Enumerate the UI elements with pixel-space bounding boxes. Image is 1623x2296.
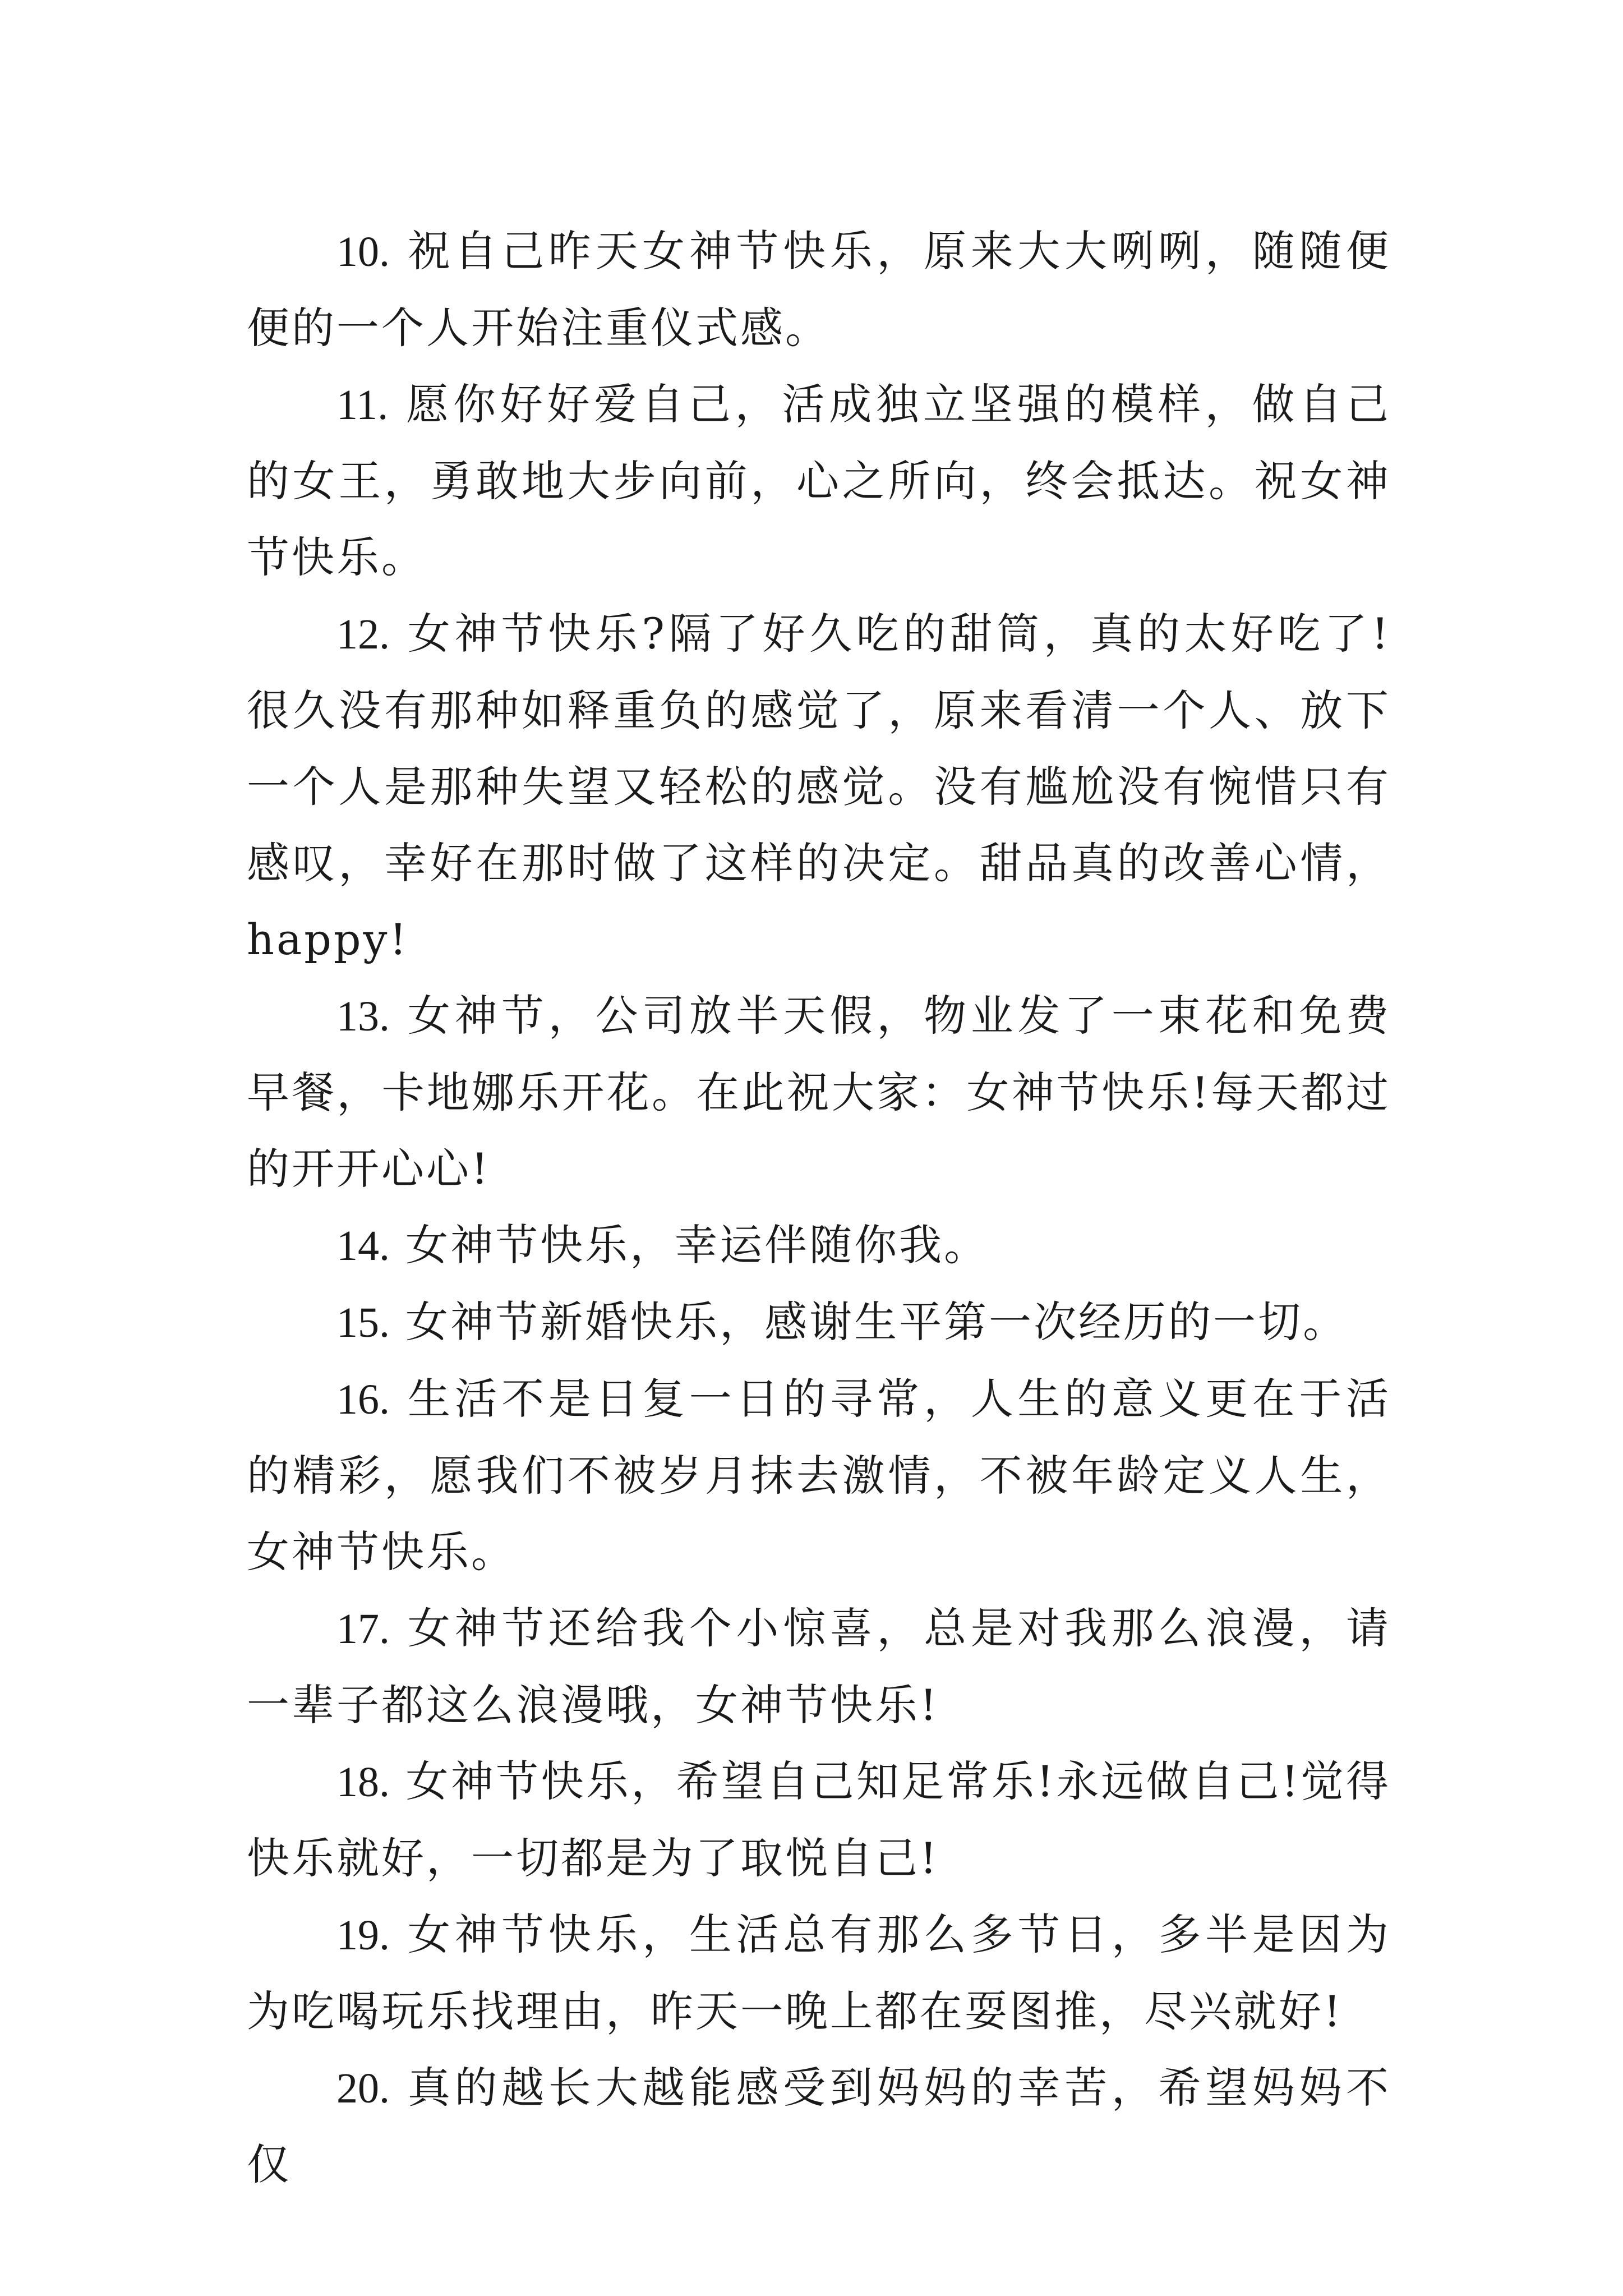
paragraph-number: 14. bbox=[336, 1222, 390, 1269]
paragraph-17 bbox=[247, 1590, 1391, 1743]
paragraph-12 bbox=[247, 596, 1391, 978]
paragraph-number: 13. bbox=[336, 993, 390, 1040]
paragraph-text: 女神节快乐，幸运伴随你我。 bbox=[405, 1220, 989, 1270]
paragraph-16 bbox=[247, 1361, 1391, 1590]
document-body bbox=[247, 213, 1391, 2203]
paragraph-text: 女神节快乐?隔了好久吃的甜筒，真的太好吃了!很久没有那种如释重负的感觉了，原来看清一个人、放下一个人是那种失望又轻松的感觉。没有尴尬没有惋惜只有感叹，幸好在那时做了这样的决定。甜品真的改善心情，happy! bbox=[247, 609, 1391, 964]
paragraph-text: 女神节，公司放半天假，物业发了一束花和免费早餐，卡地娜乐开花。在此祝大家：女神节快乐!每天都过的开开心心! bbox=[247, 991, 1391, 1194]
paragraph-19 bbox=[247, 1897, 1391, 2050]
paragraph-number: 11. bbox=[336, 381, 389, 429]
paragraph-text: 愿你好好爱自己，活成独立坚强的模样，做自己的女王，勇敢地大步向前，心之所向，终会抵达。祝女神节快乐。 bbox=[247, 379, 1391, 582]
paragraph-number: 12. bbox=[336, 611, 390, 658]
paragraph-number: 18. bbox=[336, 1759, 390, 1806]
paragraph-14 bbox=[247, 1207, 1391, 1284]
paragraph-text: 女神节快乐，希望自己知足常乐!永远做自己!觉得快乐就好，一切都是为了取悦自己! bbox=[247, 1756, 1391, 1883]
paragraph-20 bbox=[247, 2050, 1391, 2203]
paragraph-15 bbox=[247, 1284, 1391, 1361]
paragraph-text: 女神节快乐，生活总有那么多节日，多半是因为为吃喝玩乐找理由，昨天一晚上都在耍图推，尽兴就好! bbox=[247, 1910, 1391, 2036]
paragraph-11 bbox=[247, 366, 1391, 596]
paragraph-text: 女神节新婚快乐，感谢生平第一次经历的一切。 bbox=[405, 1297, 1348, 1347]
paragraph-18 bbox=[247, 1743, 1391, 1897]
paragraph-13 bbox=[247, 978, 1391, 1207]
paragraph-text: 生活不是日复一日的寻常，人生的意义更在于活的精彩，愿我们不被岁月抹去激情，不被年龄定义人生，女神节快乐。 bbox=[247, 1374, 1391, 1577]
paragraph-number: 20. bbox=[336, 2065, 390, 2112]
paragraph-10 bbox=[247, 213, 1391, 366]
paragraph-text: 女神节还给我个小惊喜，总是对我那么浪漫，请一辈子都这么浪漫哦，女神节快乐! bbox=[247, 1603, 1391, 1730]
paragraph-number: 15. bbox=[336, 1299, 390, 1346]
paragraph-number: 19. bbox=[336, 1912, 390, 1959]
paragraph-text: 真的越长大越能感受到妈妈的幸苦，希望妈妈不仅 bbox=[247, 2063, 1391, 2189]
paragraph-number: 10. bbox=[336, 228, 390, 275]
paragraph-text: 祝自己昨天女神节快乐，原来大大咧咧，随随便便的一个人开始注重仪式感。 bbox=[247, 226, 1391, 353]
paragraph-number: 16. bbox=[336, 1376, 390, 1423]
paragraph-number: 17. bbox=[336, 1605, 390, 1653]
